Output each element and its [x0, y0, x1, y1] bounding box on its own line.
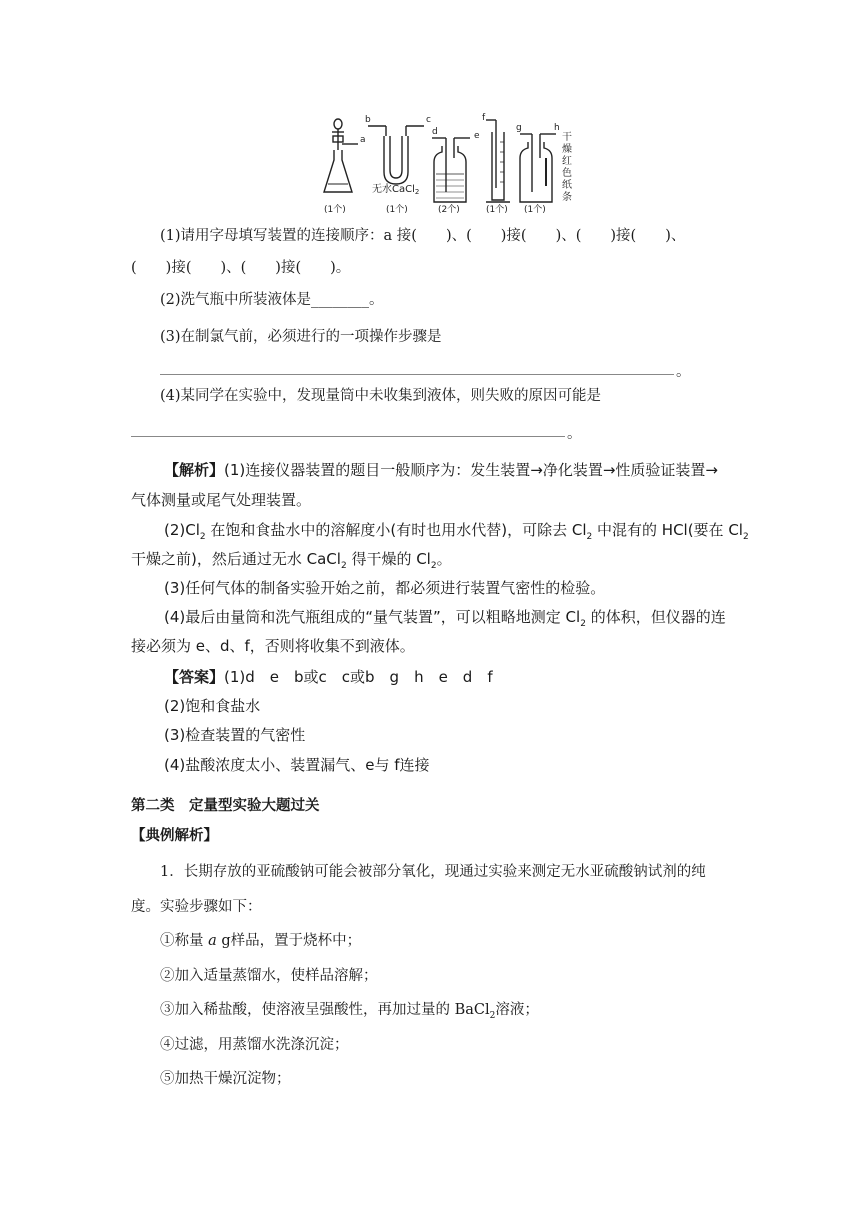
analysis-line-4: 干燥之前)，然后通过无水 CaCl$_2$ 得干燥的 $Cl_2$。	[131, 550, 452, 571]
dry-paper-bottle	[520, 134, 556, 202]
answer-blank-3	[160, 374, 674, 375]
svg-text:(1个): (1个)	[324, 205, 346, 214]
analysis-line-3: $(2)Cl_2$ 在饱和食盐水中的溶解度小(有时也用水代替)，可除去 $Cl_2$ 中混有的 HCl(要在 $Cl_2$	[164, 521, 749, 542]
svg-text:(1个): (1个)	[486, 205, 508, 214]
problem-intro-line-1: 1．长期存放的亚硫酸钠可能会被部分氧化，现通过实验来测定无水亚硫酸钠试剂的纯	[160, 864, 706, 880]
label-f: f	[482, 113, 486, 123]
dry-red-paper-label	[562, 131, 572, 203]
label-g: g	[516, 123, 522, 133]
question-3-end: 。	[676, 364, 691, 380]
svg-text:干: 干	[562, 132, 572, 143]
u-tube	[368, 126, 424, 184]
analysis-line-5: (3)任何气体的制备实验开始之前，都必须进行装置气密性的检验。	[164, 579, 606, 597]
step-1: ①称量 a g样品，置于烧杯中；	[160, 933, 362, 949]
question-4: (4)某同学在实验中，发现量筒中未收集到液体，则失败的原因可能是	[160, 388, 602, 404]
question-1-line-2: ( )接( )、( )接( )。	[131, 260, 351, 276]
apparatus-figure	[320, 108, 580, 214]
svg-text:红: 红	[562, 156, 572, 167]
answer-line-1: 【答案】(1)d e b或c c或b g h e d f	[164, 668, 493, 686]
svg-text:纸: 纸	[562, 180, 572, 191]
label-b: b	[365, 115, 371, 125]
question-2: (2)洗气瓶中所装液体是________。	[160, 292, 384, 308]
answer-line-4: (4)盐酸浓度太小、装置漏气、e与 f连接	[164, 756, 430, 774]
svg-text:色: 色	[562, 168, 572, 179]
svg-text:燥: 燥	[562, 144, 572, 155]
svg-text:(2个): (2个)	[438, 205, 460, 214]
question-3: (3)在制氯气前，必须进行的一项操作步骤是	[160, 329, 442, 345]
step-5: ⑤加热干燥沉淀物；	[160, 1071, 291, 1087]
label-e: e	[474, 131, 480, 141]
answer-line-3: (3)检查装置的气密性	[164, 726, 306, 744]
analysis-line-1: 【解析】(1)连接仪器装置的题目一般顺序为：发生装置→净化装置→性质验证装置→	[164, 461, 718, 479]
graduated-cylinder	[486, 120, 510, 202]
svg-text:(1个): (1个)	[524, 205, 546, 214]
section-subtitle: 【典例解析】	[131, 827, 218, 844]
label-h: h	[554, 123, 560, 133]
analysis-line-7: 接必须为 e、d、f，否则将收集不到液体。	[131, 637, 415, 655]
step-4: ④过滤，用蒸馏水洗涤沉淀；	[160, 1037, 349, 1053]
svg-text:条: 条	[562, 192, 572, 203]
label-a: a	[360, 135, 366, 145]
question-4-end: 。	[567, 426, 582, 442]
count-labels	[324, 203, 546, 214]
answer-label: 【答案】	[164, 668, 225, 686]
label-d: d	[432, 127, 438, 137]
analysis-line-2: 气体测量或尾气处理装置。	[131, 491, 312, 509]
step-3: ③加入稀盐酸，使溶液呈强酸性，再加过量的 BaCl$_2$溶液；	[160, 1002, 539, 1021]
analysis-label: 【解析】	[164, 461, 225, 479]
gas-generator-flask	[324, 119, 358, 192]
section-title: 第二类 定量型实验大题过关	[131, 797, 320, 814]
step-2: ②加入适量蒸馏水，使样品溶解；	[160, 968, 378, 984]
svg-text:(1个): (1个)	[386, 205, 408, 214]
analysis-line-6: (4)最后由量筒和洗气瓶组成的“量气装置”，可以粗略地测定 $Cl_2$ 的体积，但仪器的连	[164, 608, 726, 629]
problem-intro-line-2: 度。实验步骤如下：	[131, 899, 262, 915]
answer-blank-4	[131, 436, 565, 437]
wash-bottle	[432, 138, 470, 202]
question-1-line-1: (1)请用字母填写装置的连接顺序：a 接( )、( )接( )、( )接( )、	[160, 228, 686, 244]
label-c: c	[426, 115, 431, 125]
answer-line-2: (2)饱和食盐水	[164, 697, 261, 715]
anhydrous-cacl2-label: 无水CaCl$_2$	[372, 184, 420, 196]
